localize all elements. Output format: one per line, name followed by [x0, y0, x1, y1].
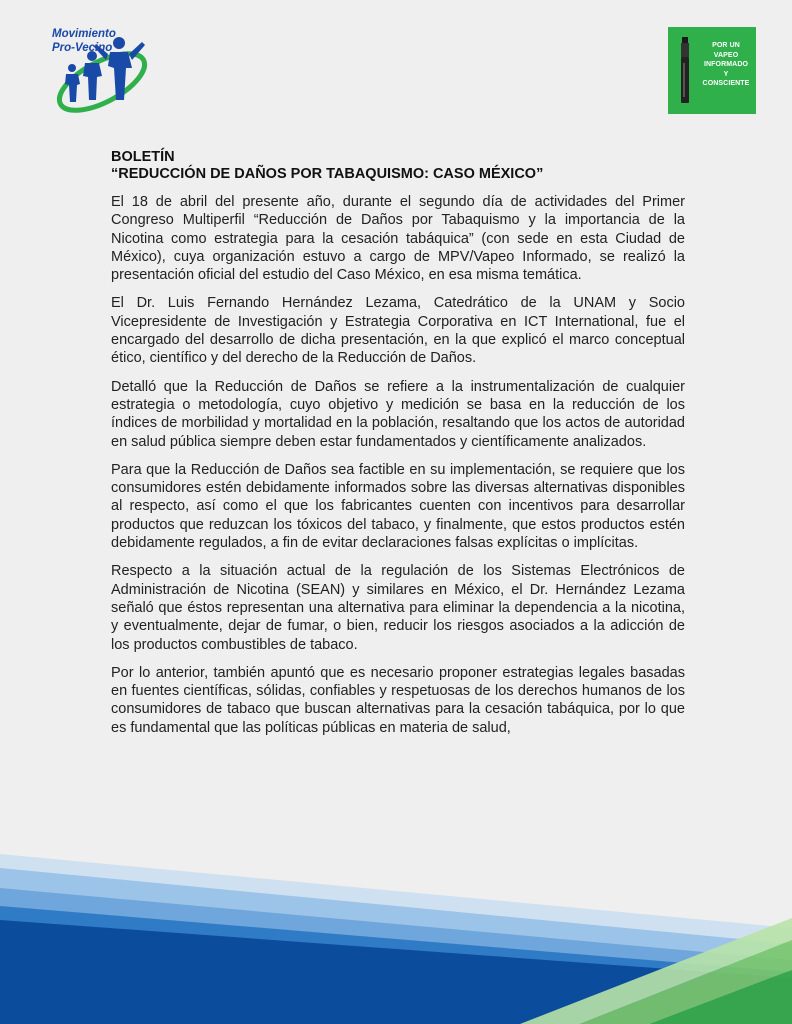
logo-right-line-5: CONSCIENTE — [702, 80, 750, 88]
movimiento-pro-vecino-logo — [50, 22, 160, 118]
logo-right-line-2: VAPEO — [713, 51, 739, 59]
logo-right-line-4: Y — [723, 70, 729, 78]
logo-right-line-3: INFORMADO — [703, 61, 749, 69]
vape-pen-icon — [678, 37, 692, 105]
logo-line-2: Pro-Vecino — [52, 42, 113, 54]
logo-right-line-1: POR UN — [712, 42, 740, 49]
logo-line-1: Movimiento — [52, 28, 116, 40]
heading-title: “REDUCCIÓN DE DAÑOS POR TABAQUISMO: CASO MÉXICO” — [111, 166, 544, 182]
paragraph: Detalló que la Reducción de Daños se refiere a la instrumentalización de cualquier estrategia o metodología, cuyo objetivo y medición se basa en la reducción de los índices de morbilidad y mortalidad en la población, resaltando que los actos de autoridad en salud pública siempre deben estar fundamentados y científicamente analizados. — [111, 378, 685, 450]
paragraph: Por lo anterior, también apuntó que es necesario proponer estrategias legales basadas en fuentes científicas, sólidas, confiables y respetuosas de los derechos humanos de los consumidores de tabaco que buscan alternativas para la cesación tabáquica, por lo que es fundamental que las políticas públicas en materia de salud, — [111, 664, 685, 736]
paragraph: Para que la Reducción de Daños sea factible en su implementación, se requiere que los consumidores estén debidamente informados sobre las diversas alternativas disponibles al respecto, así como el que los fabricantes cuenten con incentivos para desarrollar productos que reduzcan los tóxicos del tabaco, y finalmente, que estos productos estén debidamente regulados, a fin de evitar declaraciones falsas explícitas o implícitas. — [111, 461, 685, 552]
document-body — [111, 193, 685, 747]
footer-wave-decoration — [0, 840, 792, 1024]
vapeo-informado-logo — [668, 27, 756, 114]
heading-label: BOLETÍN — [111, 149, 175, 165]
paragraph: El Dr. Luis Fernando Hernández Lezama, Catedrático de la UNAM y Socio Vicepresidente de Investigación y Estrategia Corporativa en ICT International, fue el encargado del desarrollo de dicha presentación, en la que explicó el marco conceptual ético, científico y del derecho de la Reducción de Daños. — [111, 295, 685, 367]
paragraph: El 18 de abril del presente año, durante el segundo día de actividades del Primer Congreso Multiperfil “Reducción de Daños por Tabaquismo y la importancia de la Nicotina como estrategia para la cesación tabáquica” (con sede en esta Ciudad de México), cuya organización estuvo a cargo de MPV/Vapeo Informado, se realizó la presentación oficial del estudio del Caso México, en esa misma temática. — [111, 194, 685, 284]
paragraph: Respecto a la situación actual de la regulación de los Sistemas Electrónicos de Administración de Nicotina (SEAN) y similares en México, el Dr. Hernández Lezama señaló que éstos representan una alternativa para eliminar la dependencia a la nicotina, y eventualmente, dejar de fumar, o bien, reducir los riesgos asociados a la adicción de los productos combustibles de tabaco. — [111, 563, 685, 653]
document-heading — [111, 149, 691, 183]
